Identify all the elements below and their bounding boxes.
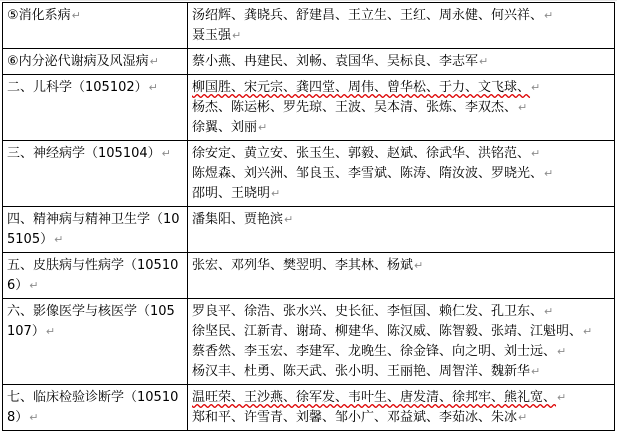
names-line: 罗良平、徐浩、张水兴、史长征、李恒国、赖仁发、孔卫东、 <box>192 304 544 319</box>
subject-cell[interactable] <box>3 75 188 141</box>
table-row <box>3 385 615 431</box>
subject-text: ⑥内分泌代谢病及风湿病 <box>7 54 149 69</box>
names-line: 邵明、王晓明 <box>192 186 271 201</box>
table-body <box>3 3 615 431</box>
paragraph-mark-icon: ↵ <box>544 9 554 22</box>
paragraph-mark-icon: ↵ <box>557 391 567 404</box>
subject-text: ⑤消化系病 <box>7 8 71 23</box>
paragraph-mark-icon: ↵ <box>518 411 528 424</box>
paragraph-mark-icon: ↵ <box>271 187 281 200</box>
names-cell[interactable] <box>188 207 615 253</box>
paragraph-mark-icon: ↵ <box>258 121 268 134</box>
table-row <box>3 75 615 141</box>
paragraph-mark-icon: ↵ <box>71 9 81 22</box>
paragraph-mark-icon: ↵ <box>161 147 171 160</box>
table-row <box>3 49 615 75</box>
names-cell[interactable] <box>188 299 615 385</box>
subject-cell[interactable] <box>3 299 188 385</box>
paragraph-mark-icon: ↵ <box>531 365 541 378</box>
paragraph-mark-icon: ↵ <box>544 167 554 180</box>
subject-cell[interactable] <box>3 385 188 431</box>
subject-cell[interactable] <box>3 253 188 299</box>
paragraph-mark-icon: ↵ <box>148 81 158 94</box>
subject-text: 七、临床检验诊断学（105108） <box>7 390 179 425</box>
names-line: 陈煜森、刘兴洲、邹良玉、李雪斌、陈涛、隋汝波、罗晓光、 <box>192 166 544 181</box>
paragraph-mark-icon: ↵ <box>531 147 541 160</box>
names-cell[interactable] <box>188 141 615 207</box>
names-cell[interactable] <box>188 385 615 431</box>
names-line: 杨杰、陈运彬、罗先琼、王波、吴本清、张炼、李双杰、 <box>192 100 518 115</box>
table-row <box>3 253 615 299</box>
table-row <box>3 207 615 253</box>
names-cell[interactable] <box>188 75 615 141</box>
table-row <box>3 141 615 207</box>
subject-text: 四、精神病与精神卫生学（105105） <box>7 212 180 247</box>
table-row <box>3 299 615 385</box>
paragraph-mark-icon: ↵ <box>518 101 528 114</box>
paragraph-mark-icon: ↵ <box>479 55 489 68</box>
paragraph-mark-icon: ↵ <box>583 325 593 338</box>
subject-cell[interactable] <box>3 3 188 49</box>
paragraph-mark-icon: ↵ <box>29 279 39 292</box>
paragraph-mark-icon: ↵ <box>557 345 567 358</box>
subject-text: 二、儿科学（105102） <box>7 80 148 95</box>
supervisor-table <box>2 2 615 431</box>
names-cell[interactable] <box>188 253 615 299</box>
subject-text: 三、神经病学（105104） <box>7 146 161 161</box>
names-line: 温旺荣、王沙燕、徐军发、韦叶生、唐发清、徐邦牢、熊礼宽、 <box>192 390 557 405</box>
subject-cell[interactable] <box>3 49 188 75</box>
names-line: 杨汉丰、杜勇、陈天武、张小明、王丽艳、周智洋、魏新华 <box>192 364 531 379</box>
names-line: 郑和平、许雪青、刘馨、邹小广、邓益斌、李茹冰、朱冰 <box>192 410 518 425</box>
names-cell[interactable] <box>188 3 615 49</box>
subject-text: 六、影像医学与核医学（105107） <box>7 304 175 339</box>
names-line: 柳国胜、宋元宗、龚四堂、周伟、曾华松、于力、文飞球、 <box>192 80 531 95</box>
names-line: 徐翼、刘丽 <box>192 120 258 135</box>
ruler-edge <box>0 0 617 1</box>
paragraph-mark-icon: ↵ <box>232 29 242 42</box>
paragraph-mark-icon: ↵ <box>544 305 554 318</box>
names-line: 蔡小燕、冉建民、刘畅、袁国华、吴标良、李志军 <box>192 54 479 69</box>
paragraph-mark-icon: ↵ <box>29 411 39 424</box>
names-line: 蔡香然、李玉宏、李建军、龙晚生、徐金锋、向之明、刘士远、 <box>192 344 557 359</box>
subject-cell[interactable] <box>3 141 188 207</box>
subject-text: 五、皮肤病与性病学（105106） <box>7 258 179 293</box>
names-line: 汤绍辉、龚晓兵、舒建昌、王立生、王红、周永健、何兴祥、 <box>192 8 544 23</box>
table-row <box>3 3 615 49</box>
paragraph-mark-icon: ↵ <box>284 213 294 226</box>
names-cell[interactable] <box>188 49 615 75</box>
names-line: 张宏、邓列华、樊翌明、李其林、杨斌 <box>192 258 414 273</box>
paragraph-mark-icon: ↵ <box>45 325 56 338</box>
names-line: 徐安定、黄立安、张玉生、郭毅、赵斌、徐武华、洪铭范、 <box>192 146 531 161</box>
subject-cell[interactable] <box>3 207 188 253</box>
paragraph-mark-icon: ↵ <box>414 259 424 272</box>
names-line: 潘集阳、贾艳滨 <box>192 212 284 227</box>
paragraph-mark-icon: ↵ <box>149 55 159 68</box>
names-line: 聂玉强 <box>192 28 232 43</box>
paragraph-mark-icon: ↵ <box>54 233 64 246</box>
paragraph-mark-icon: ↵ <box>531 81 541 94</box>
names-line: 徐坚民、江新青、谢琦、柳建华、陈汉威、陈智毅、张靖、江魁明、 <box>192 324 583 339</box>
